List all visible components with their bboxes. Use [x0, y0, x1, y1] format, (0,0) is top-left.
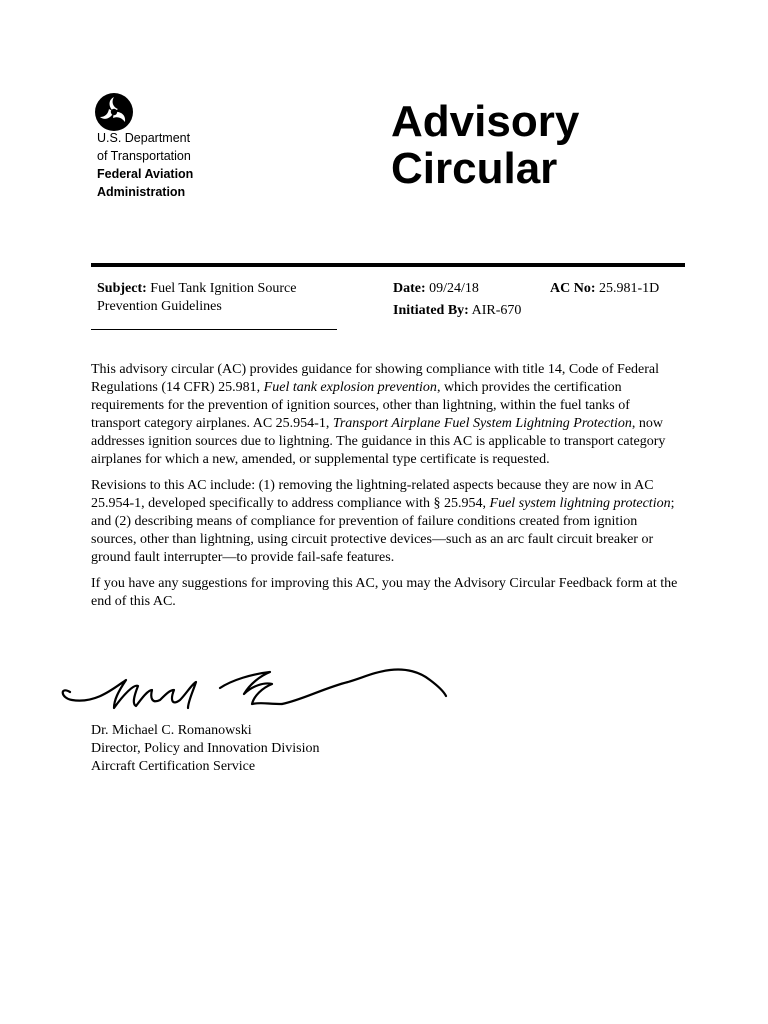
- paragraph-revisions: Revisions to this AC include: (1) removing the lightning-related aspects because they are now in AC 25.954-1, developed specifically to address compliance with § 25.954, Fuel system lightning protection; and (2) describing means of compliance for prevention of failure conditions created from ignition sources, other than lightning, using circuit protective devices—such as an arc fault circuit breaker or ground fault interrupter—to provide fail-safe features.: [91, 478, 675, 565]
- date-field: [393, 280, 479, 298]
- subject-value: Fuel Tank Ignition Source Prevention Guidelines: [97, 281, 297, 314]
- agency-line: Administration: [97, 185, 186, 199]
- initiated-by-field: [393, 302, 521, 320]
- dot-logo-icon: [94, 92, 134, 132]
- subject-label: Subject:: [97, 281, 147, 296]
- handwritten-signature: [56, 660, 456, 730]
- department-line: of Transportation: [97, 149, 191, 163]
- header-divider: [91, 263, 685, 267]
- paragraph-feedback: If you have any suggestions for improving this AC, you may the Advisory Circular Feedback form at the end of this AC.: [91, 576, 678, 609]
- document-body: [91, 361, 683, 619]
- ac-number-field: [550, 280, 659, 298]
- date-value: 09/24/18: [429, 281, 479, 296]
- title-line: Circular: [391, 144, 558, 193]
- ac-number-label: AC No:: [550, 281, 596, 296]
- ac-number-value: 25.981-1D: [599, 281, 660, 296]
- document-title: [391, 98, 579, 192]
- regulation-title: Transport Airplane Fuel System Lightning Protection: [332, 416, 632, 431]
- initiated-by-label: Initiated By:: [393, 303, 469, 318]
- signature-block: [91, 722, 319, 776]
- paragraph-purpose: This advisory circular (AC) provides guidance for showing compliance with title 14, Code of Federal Regulations (14 CFR) 25.981, Fuel tank explosion prevention, which provides the certification requirements for the prevention of ignition sources, other than lightning, within the fuel tanks of transport category airplanes. AC 25.954-1, Transport Airplane Fuel System Lightning Protection, now addresses ignition sources due to lightning. The guidance in this AC is applicable to transport category airplanes for which a new, amended, or supplemental type certificate is requested.: [91, 362, 666, 467]
- title-line: Advisory: [391, 97, 580, 146]
- agency-line: Federal Aviation: [97, 167, 194, 181]
- date-label: Date:: [393, 281, 426, 296]
- signer-name: Dr. Michael C. Romanowski: [91, 723, 252, 738]
- department-block: [97, 129, 193, 201]
- signer-title: Director, Policy and Innovation Division: [91, 741, 320, 756]
- subject-field: [97, 280, 337, 316]
- initiated-by-value: AIR-670: [471, 303, 522, 318]
- signer-organization: Aircraft Certification Service: [91, 759, 256, 774]
- regulation-title: Fuel tank explosion prevention: [263, 380, 437, 395]
- subject-underline: [91, 329, 337, 330]
- regulation-title: Fuel system lightning protection: [489, 496, 671, 511]
- department-line: U.S. Department: [97, 131, 191, 145]
